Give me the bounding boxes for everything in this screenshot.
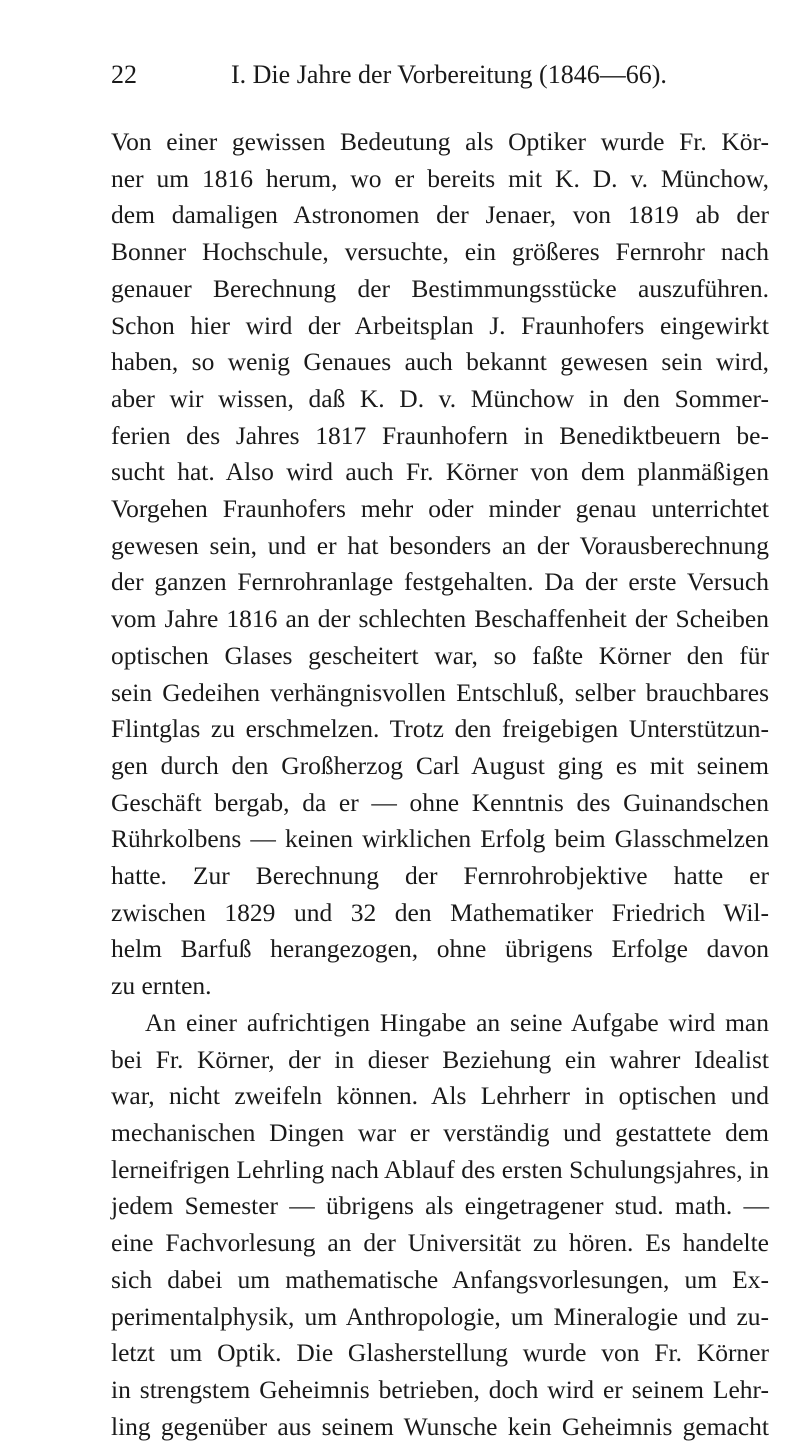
text-line: eine Fachvorlesung an der Universität zu hören. Es handelte (111, 1228, 769, 1258)
text-line: genauer Berechnung der Bestimmungsstücke auszuführen. (111, 273, 769, 303)
text-line: jedem Semester — übrigens als eingetragener stud. math. — (111, 1191, 769, 1221)
text-line: haben, so wenig Genaues auch bekannt gewesen sein wird, (111, 347, 769, 377)
text-line: ner um 1816 herum, wo er bereits mit K. D. v. Münchow, (111, 163, 769, 193)
text-line: zwischen 1829 und 32 den Mathematiker Friedrich Wil- (111, 897, 769, 927)
running-header (111, 58, 731, 92)
text-line: Schon hier wird der Arbeitsplan J. Fraunhofers eingewirkt (111, 310, 769, 340)
text-line: Von einer gewissen Bedeutung als Optiker wurde Fr. Kör- (111, 127, 769, 156)
text-line: in strengstem Geheimnis betrieben, doch wird er seinem Lehr- (111, 1374, 769, 1404)
text-line: dem damaligen Astronomen der Jenaer, von 1819 ab der (111, 200, 769, 230)
text-line: ferien des Jahres 1817 Fraunhofern in Benediktbeuern be- (111, 420, 769, 450)
page-number: 22 (111, 60, 137, 89)
text-line: Bonner Hochschule, versuchte, ein größeres Fernrohr nach (111, 237, 769, 267)
text-line: gewesen sein, und er hat besonders an der Vorausberechnung (111, 530, 769, 560)
text-line: war, nicht zweifeln können. Als Lehrherr in optischen und (111, 1081, 769, 1111)
text-line: bei Fr. Körner, der in dieser Beziehung ein wahrer Idealist (111, 1044, 769, 1074)
text-line: optischen Glases gescheitert war, so faßte Körner den für (111, 640, 769, 670)
running-title: I. Die Jahre der Vorbereitung (1846—66). (231, 60, 667, 89)
text-line: ling gegenüber aus seinem Wunsche kein Geheimnis gemacht (111, 1411, 769, 1441)
text-line: An einer aufrichtigen Hingabe an seine Aufgabe wird man (145, 1007, 769, 1037)
body-text (111, 124, 769, 1445)
text-line: Vorgehen Fraunhofers mehr oder minder genau unterrichtet (111, 494, 769, 524)
text-line: perimentalphysik, um Anthropologie, um Mineralogie und zu- (111, 1301, 769, 1331)
text-line: mechanischen Dingen war er verständig und gestattete dem (111, 1117, 769, 1147)
text-line: gen durch den Großherzog Carl August ging es mit seinem (111, 750, 769, 780)
paragraph-1 (111, 124, 769, 1005)
text-line: Rührkolbens — keinen wirklichen Erfolg beim Glasschmelzen (111, 824, 769, 854)
text-line: lerneifrigen Lehrling nach Ablauf des ersten Schulungsjahres, in (111, 1154, 769, 1184)
paragraph-2 (111, 1005, 769, 1445)
text-line: der ganzen Fernrohranlage festgehalten. Da der erste Versuch (111, 567, 769, 597)
text-line: Flintglas zu erschmelzen. Trotz den freigebigen Unterstützun- (111, 714, 769, 744)
text-line: aber wir wissen, daß K. D. v. Münchow in den Sommer- (111, 383, 769, 413)
text-line: sich dabei um mathematische Anfangsvorlesungen, um Ex- (111, 1264, 769, 1294)
text-line: zu ernten. (111, 971, 212, 1001)
text-line: sucht hat. Also wird auch Fr. Körner von dem planmäßigen (111, 457, 769, 487)
text-line: vom Jahre 1816 an der schlechten Beschaffenheit der Scheiben (111, 604, 769, 634)
text-line: helm Barfuß herangezogen, ohne übrigens Erfolge davon (111, 934, 769, 964)
text-line: sein Gedeihen verhängnisvollen Entschluß, selber brauchbares (111, 677, 769, 707)
text-line: hatte. Zur Berechnung der Fernrohrobjektive hatte er (111, 861, 769, 891)
text-line: Geschäft bergab, da er — ohne Kenntnis des Guinandschen (111, 787, 769, 817)
text-line: letzt um Optik. Die Glasherstellung wurde von Fr. Körner (111, 1338, 769, 1368)
